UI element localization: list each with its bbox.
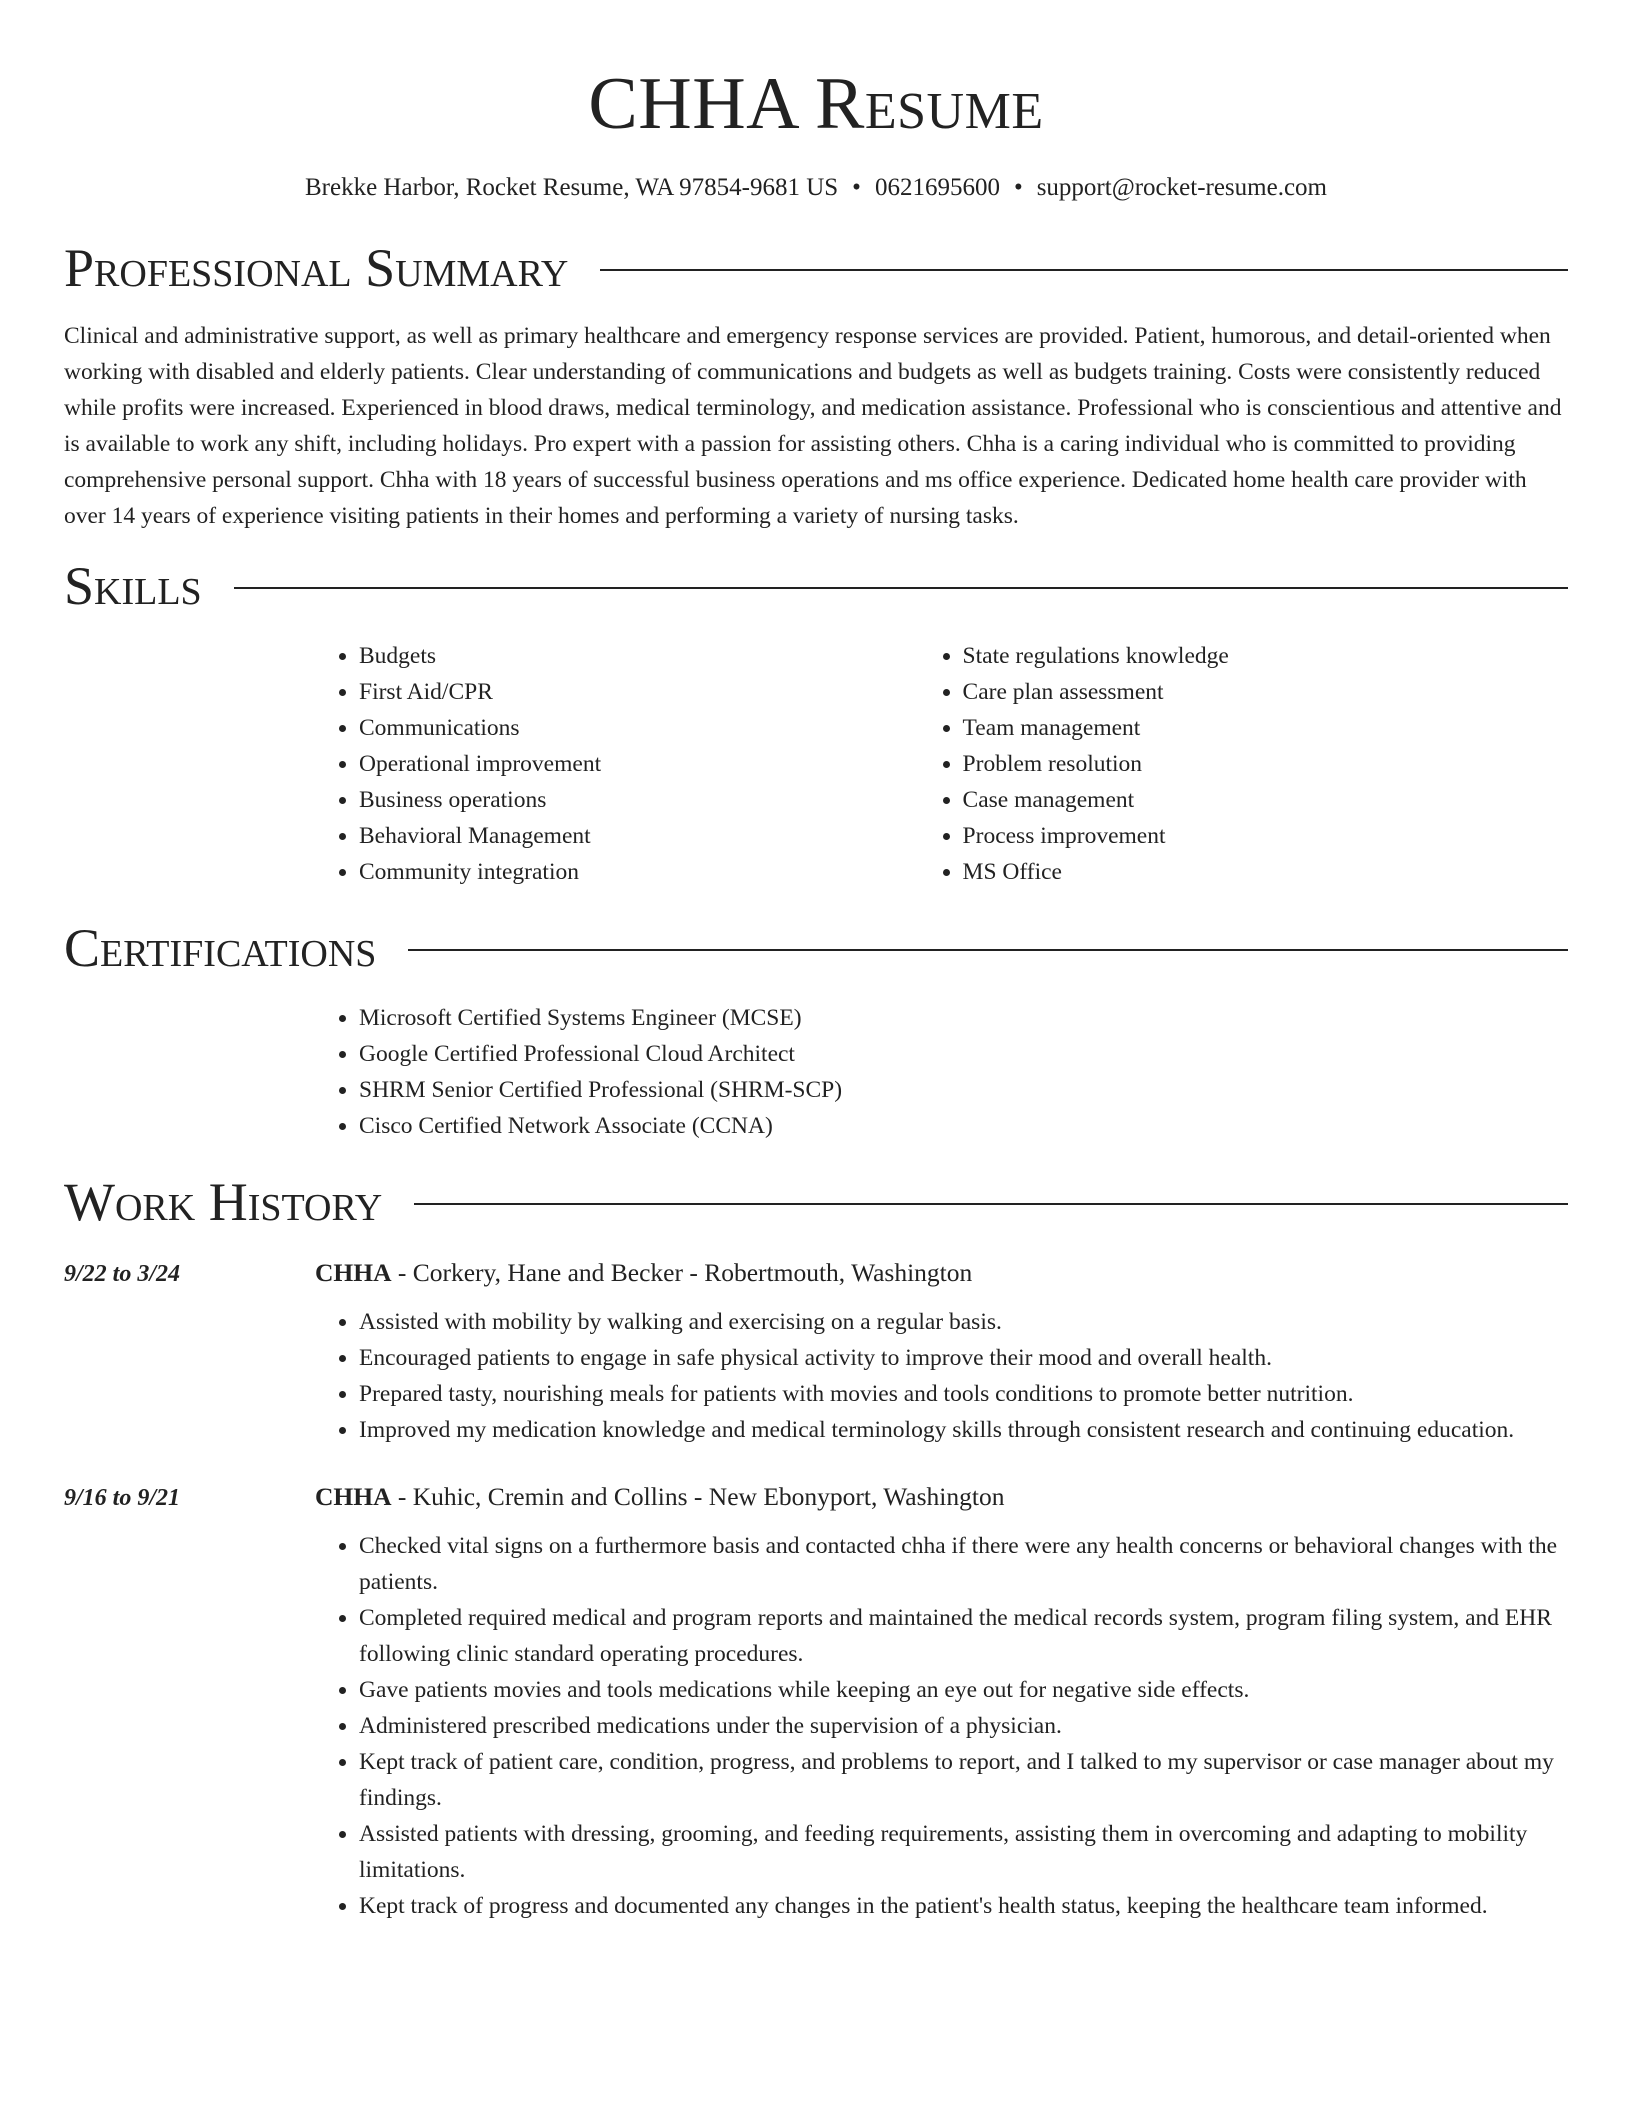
job-bullet: • Gave patients movies and tools medications while keeping an eye out for negative side effects. [359,1672,1568,1708]
summary-section-title: Professional Summary [64,238,569,298]
job-title-line [315,1480,1004,1514]
section-divider [600,269,1568,271]
skill-item: • Care plan assessment [963,674,1568,710]
skills-list-right [919,638,1568,890]
job-bullet: • Checked vital signs on a furthermore basis and contacted chha if there were any health concerns or behavioral changes with the patients. [359,1528,1568,1600]
skill-item: • Team management [963,710,1568,746]
job-employer: - Corkery, Hane and Becker - Robertmouth, Washington [391,1258,973,1287]
skills-list-left [315,638,919,890]
skill-item: • Process improvement [963,818,1568,854]
skill-item: • Case management [963,782,1568,818]
section-divider [414,1203,1568,1205]
job-entry [64,1480,1568,1924]
certification-item: • Cisco Certified Network Associate (CCNA) [359,1108,1568,1144]
summary-section-header [64,238,1568,298]
section-divider [234,587,1568,589]
job-bullet: • Administered prescribed medications under the supervision of a physician. [359,1708,1568,1744]
job-bullet: • Kept track of progress and documented any changes in the patient's health status, keeping the healthcare team informed. [359,1888,1568,1924]
job-header [64,1480,1568,1514]
job-employer: - Kuhic, Cremin and Collins - New Ebonyport, Washington [391,1482,1005,1511]
job-bullets [315,1528,1568,1924]
contact-address: Brekke Harbor, Rocket Resume, WA 97854-9681 US [304,174,839,201]
job-bullet: • Completed required medical and program reports and maintained the medical records system, program filing system, and EHR following clinic standard operating procedures. [359,1600,1568,1672]
certifications-section-header [64,918,1568,978]
job-dates: 9/22 to 3/24 [64,1261,181,1287]
resume-page [64,0,1568,1924]
skill-item: • Community integration [359,854,919,890]
skill-item: • Budgets [359,638,919,674]
job-bullet: • Improved my medication knowledge and medical terminology skills through consistent research and continuing education. [359,1412,1568,1448]
certification-item: • SHRM Senior Certified Professional (SHRM-SCP) [359,1072,1568,1108]
skill-item: • MS Office [963,854,1568,890]
contact-separator: • [1013,174,1023,201]
skills-columns [315,638,1568,890]
job-bullet: • Prepared tasty, nourishing meals for patients with movies and tools conditions to promote better nutrition. [359,1376,1568,1412]
job-title: CHHA [315,1258,392,1287]
skill-item: • Operational improvement [359,746,919,782]
contact-email[interactable]: support@rocket-resume.com [1036,174,1327,201]
job-bullet: • Encouraged patients to engage in safe physical activity to improve their mood and overall health. [359,1340,1568,1376]
contact-separator: • [852,174,861,201]
skills-section-title: Skills [64,556,202,616]
section-divider [408,949,1568,951]
job-bullet: • Kept track of patient care, condition, progress, and problems to report, and I talked to my supervisor or case manager about my findings. [359,1744,1568,1816]
skill-item: • Behavioral Management [359,818,919,854]
job-bullet: • Assisted patients with dressing, grooming, and feeding requirements, assisting them in overcoming and adapting to mobility limitations. [359,1816,1568,1888]
job-bullets [315,1304,1568,1448]
skill-item: • State regulations knowledge [963,638,1568,674]
contact-phone: 0621695600 [874,174,1000,201]
work-section-header [64,1172,1568,1232]
skills-section-header [64,556,1568,616]
certification-item: • Google Certified Professional Cloud Architect [359,1036,1568,1072]
job-header [64,1256,1568,1290]
work-section-title: Work History [64,1172,383,1232]
certification-item: • Microsoft Certified Systems Engineer (MCSE) [359,1000,1568,1036]
skill-item: • Communications [359,710,919,746]
job-title: CHHA [315,1482,392,1511]
summary-text: Clinical and administrative support, as well as primary healthcare and emergency response services are provided. Patient, humorous, and detail-oriented when working with disabled and elderly patients. Clear understanding of communications and budgets as well as budgets training. Costs were consistently reduced while profits were increased. Experienced in blood draws, medical terminology, and medication assistance. Professional who is conscientious and attentive and is available to work any shift, including holidays. Pro expert with a passion for assisting others. Chha is a caring individual who is committed to providing comprehensive personal support. Chha with 18 years of successful business operations and ms office experience. Dedicated home health care provider with over 14 years of experience visiting patients in their homes and performing a variety of nursing tasks. [64,323,1562,529]
job-bullet: • Assisted with mobility by walking and exercising on a regular basis. [359,1304,1568,1340]
skill-item: • Business operations [359,782,919,818]
contact-line [64,172,1568,204]
job-title-line [315,1256,972,1290]
job-entry [64,1256,1568,1448]
resume-name: CHHA Resume [588,63,1044,145]
certifications-list [315,1000,1568,1144]
certifications-section-title: Certifications [64,918,377,978]
skill-item: • First Aid/CPR [359,674,919,710]
skill-item: • Problem resolution [963,746,1568,782]
job-dates: 9/16 to 9/21 [64,1485,181,1511]
